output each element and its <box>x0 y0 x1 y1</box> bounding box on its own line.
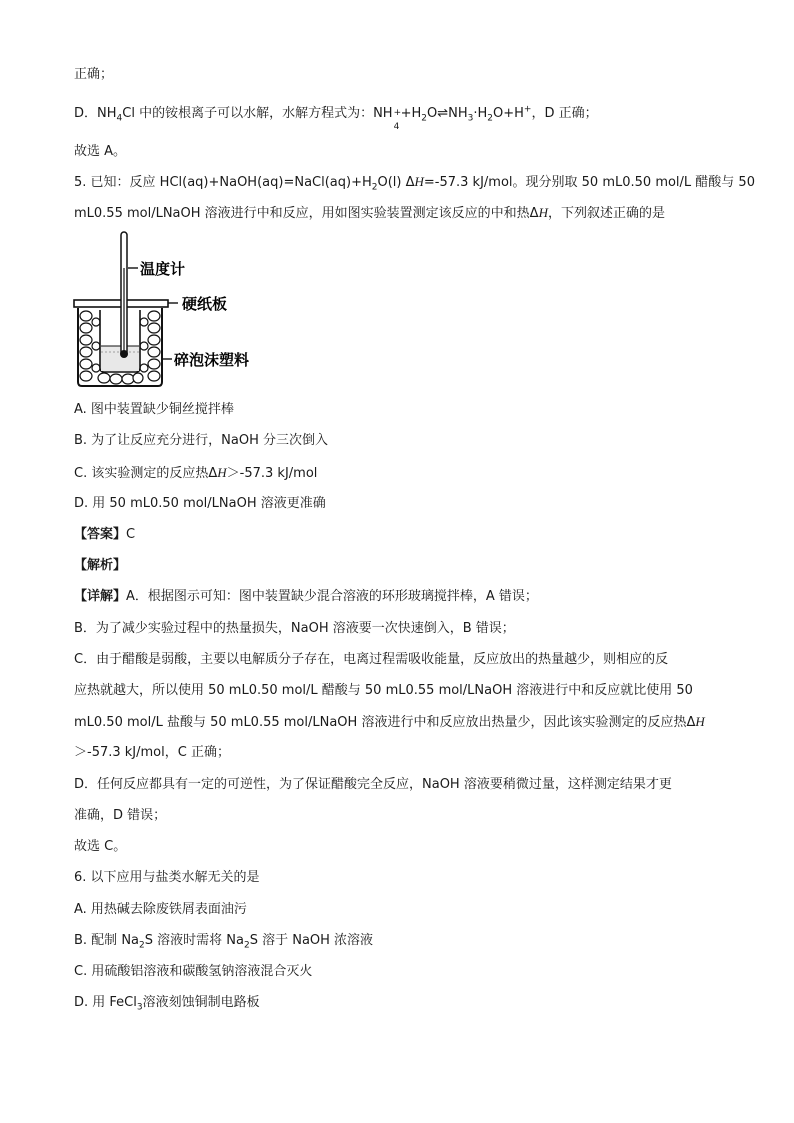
q6-option-d: D. 用 FeCl$_3$溶液刻蚀铜制电路板 <box>74 995 260 1013</box>
q5-conclusion: 故选 C。 <box>74 839 127 854</box>
q6-stem: 6. 以下应用与盐类水解无关的是 <box>74 870 260 885</box>
q5-analysis-tag: 【解析】 <box>74 558 127 573</box>
q5-detail-c2: 应热就越大，所以使用 50 mL0.50 mol/L 醋酸与 50 mL0.55 mol/LNaOH 溶液进行中和反应就比使用 50 <box>74 683 693 698</box>
q5-detail-a: 【详解】A．根据图示可知：图中装置缺少混合溶液的环形玻璃搅拌棒，A 错误； <box>74 589 538 604</box>
solution-liquid <box>101 346 139 371</box>
q5-detail-d2: 准确，D 错误； <box>74 808 167 823</box>
q6-option-a: A. 用热碱去除废铁屑表面油污 <box>74 902 247 917</box>
thermometer-bulb <box>120 350 128 358</box>
q5-answer: 【答案】C <box>74 527 136 542</box>
q5-detail-c1: C．由于醋酸是弱酸，主要以电解质分子存在，电离过程需吸收能量，反应放出的热量越少，则相应的反 <box>74 652 669 667</box>
q5-detail-d1: D．任何反应都具有一定的可逆性，为了保证醋酸完全反应，NaOH 溶液要稍微过量，这样测定结果才更 <box>74 777 672 792</box>
label-cardboard: 硬纸板 <box>182 295 228 313</box>
q6-option-c: C. 用硫酸铝溶液和碳酸氢钠溶液混合灭火 <box>74 964 313 979</box>
prev-conclusion: 故选 A。 <box>74 144 127 159</box>
label-thermometer: 温度计 <box>140 260 186 278</box>
q5-detail-c3: mL0.50 mol/L 盐酸与 50 mL0.55 mol/LNaOH 溶液进行中和反应放出热量少，因此该实验测定的反应热ΔH <box>74 714 705 730</box>
q6-option-b: B. 配制 $Na_2S$ 溶液时需将 $Na_2S$ 溶于 NaOH 浓溶液 <box>74 933 374 951</box>
prev-tail: 正确； <box>74 67 114 82</box>
calorimeter-figure <box>72 228 292 388</box>
q5-option-d: D. 用 50 mL0.50 mol/LNaOH 溶液更准确 <box>74 496 326 511</box>
prev-option-d: D．$NH_4Cl$ 中的铵根离子可以水解，水解方程式为：NH + 4 $+H_2O\rightleftharpoons NH_3\cdot H_2O+H^+$，D 正确； <box>74 104 598 132</box>
q5-detail-c4: ＞-57.3 kJ/mol，C 正确； <box>74 745 230 760</box>
q5-option-c: C. 该实验测定的反应热ΔH＞-57.3 kJ/mol <box>74 465 318 481</box>
q5-stem-line1: 5. 已知：反应 $HCl(aq)+NaOH(aq)=NaCl(aq)+H_2O(l)$ ΔH=-57.3 kJ/mol。现分别取 50 mL0.50 mol/L 醋酸与 50 <box>74 174 755 193</box>
q5-stem-line2: mL0.55 mol/LNaOH 溶液进行中和反应，用如图实验装置测定该反应的中和热ΔH，下列叙述正确的是 <box>74 205 665 221</box>
q5-option-b: B. 为了让反应充分进行，NaOH 分三次倒入 <box>74 433 329 448</box>
label-foam: 碎泡沫塑料 <box>174 351 250 369</box>
q5-option-a: A. 图中装置缺少铜丝搅拌棒 <box>74 402 234 417</box>
q5-detail-b: B．为了减少实验过程中的热量损失，NaOH 溶液要一次快速倒入，B 错误； <box>74 621 515 636</box>
